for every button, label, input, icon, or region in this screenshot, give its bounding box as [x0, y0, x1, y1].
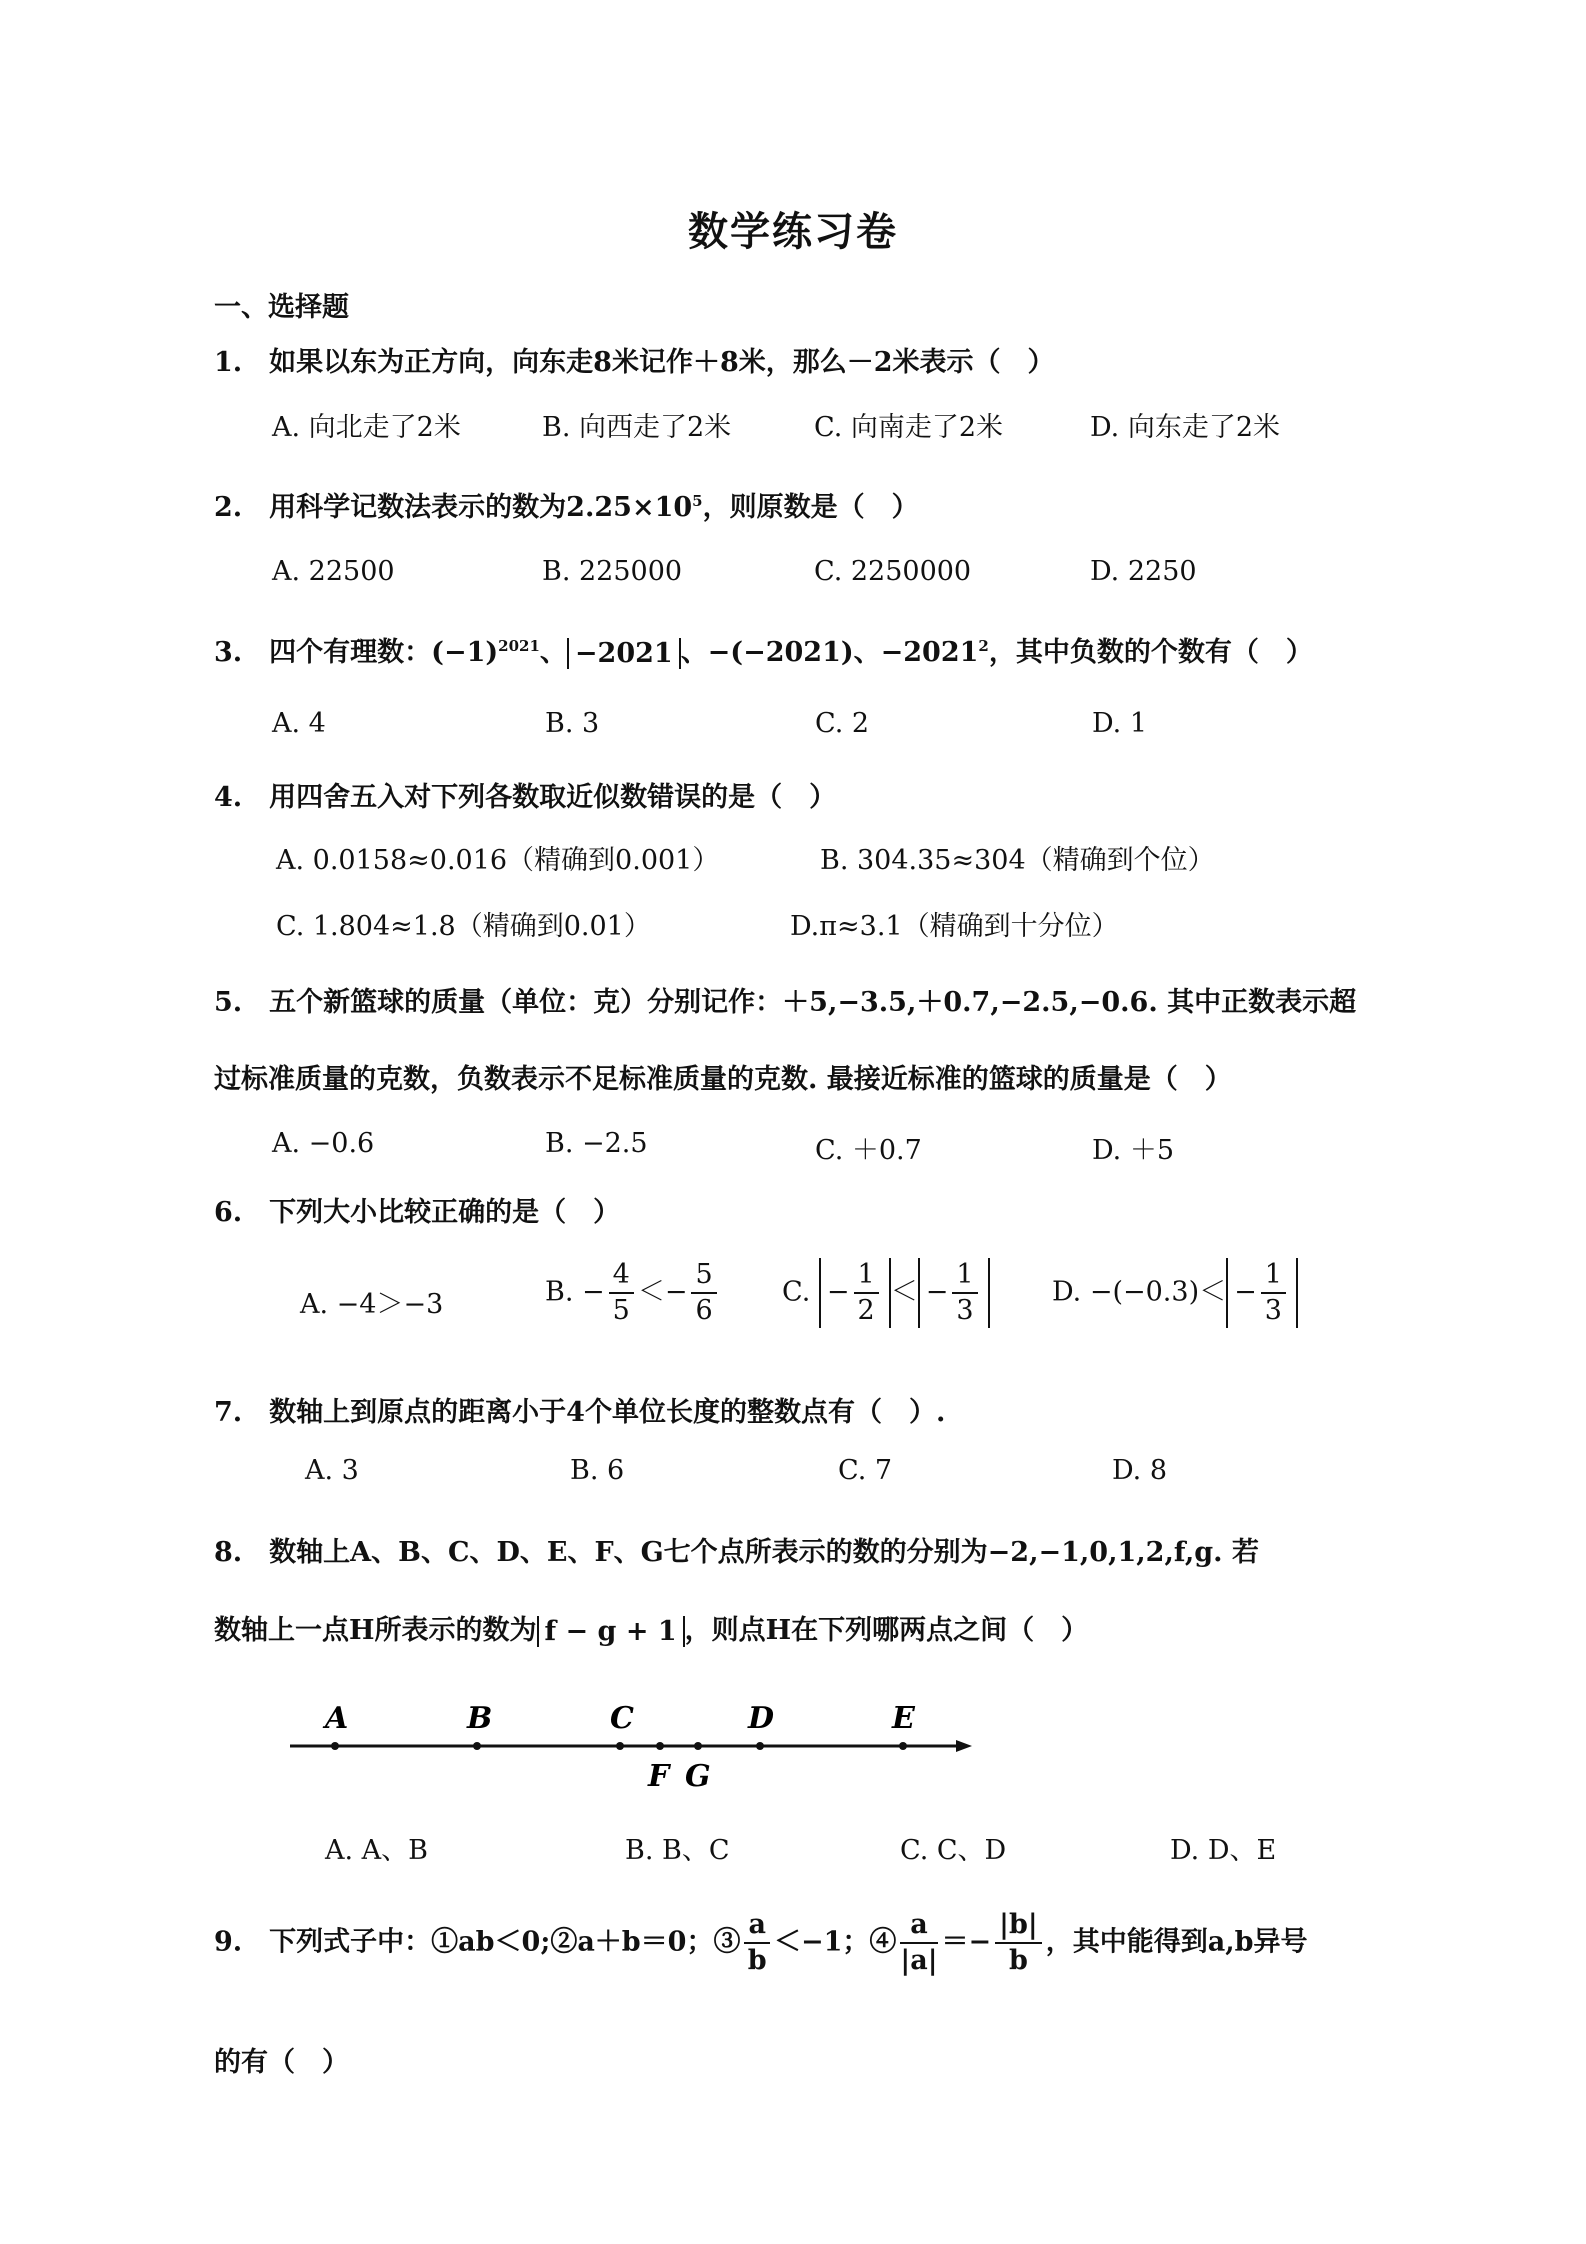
label-e: E	[892, 1701, 915, 1736]
fraction: $\frac{|b|}{b}$	[995, 1908, 1042, 1978]
question-5-stem-line2: 过标准质量的克数，负数表示不足标准质量的克数. 最接近标准的篮球的质量是（ ）	[214, 1064, 1232, 1095]
point-e	[899, 1742, 907, 1750]
fraction: $\frac{a}{b}$	[744, 1908, 770, 1978]
question-3-stem: 3. 四个有理数：$(-1)^{2021}$、 −2021 、−(−2021)、$-2021^2$，其中负数的个数有（ ）	[214, 637, 1313, 669]
question-9-stem-line1: 9. 下列式子中：①ab＜0;②a＋b＝0；③ $\frac{a}{b}$ ＜−1；④ $\frac{a}{|a|}$ ＝− $\frac{|b|}{b}$ ，其中能得到a,b异号	[214, 1909, 1308, 1976]
question-7-option-d: D. 8	[1112, 1455, 1168, 1486]
label-d: D	[748, 1701, 775, 1736]
question-9-stem-line2: 的有（ ）	[214, 2047, 349, 2078]
question-6-option-d: D. −(−0.3)＜ − $\frac{1}{3}$	[1052, 1258, 1298, 1328]
question-8-stem-line2: 数轴上一点H所表示的数为 f − g + 1 ，则点H在下列哪两点之间（ ）	[214, 1615, 1089, 1647]
label-a: A	[325, 1701, 349, 1736]
question-8-option-c: C. C、D	[900, 1835, 1007, 1866]
fraction: $\frac{1}{3}$	[952, 1258, 977, 1328]
question-8-option-d: D. D、E	[1170, 1835, 1277, 1866]
label-f: F	[648, 1759, 670, 1794]
fraction: $\frac{4}{5}$	[609, 1258, 634, 1328]
question-7-stem: 7. 数轴上到原点的距离小于4个单位长度的整数点有（ ）.	[214, 1397, 946, 1428]
point-g	[694, 1742, 702, 1750]
question-2-option-d: D. 2250	[1090, 556, 1197, 587]
question-7-option-a: A. 3	[305, 1455, 359, 1486]
fraction: $\frac{a}{|a|}$	[900, 1909, 938, 1976]
question-5-stem-line1: 5. 五个新篮球的质量（单位：克）分别记作：＋5,−3.5,＋0.7,−2.5,−0.6. 其中正数表示超	[214, 987, 1357, 1018]
question-8-option-a: A. A、B	[325, 1835, 429, 1866]
question-3-option-a: A. 4	[272, 708, 326, 739]
question-1-option-b: B. 向西走了2米	[542, 412, 732, 443]
question-5-option-b: B. −2.5	[545, 1128, 648, 1159]
arrow-right-icon	[956, 1740, 972, 1752]
question-4-stem: 4. 用四舍五入对下列各数取近似数错误的是（ ）	[214, 782, 837, 813]
fraction: $\frac{1}{2}$	[854, 1258, 879, 1328]
question-5-option-a: A. −0.6	[272, 1128, 375, 1159]
question-5-option-d: D. ＋5	[1092, 1135, 1175, 1166]
question-2-option-b: B. 225000	[542, 556, 683, 587]
fraction: $\frac{1}{3}$	[1261, 1258, 1286, 1328]
point-d	[756, 1742, 764, 1750]
question-1-option-a: A. 向北走了2米	[272, 412, 461, 443]
question-3-option-d: D. 1	[1092, 708, 1148, 739]
point-b	[473, 1742, 481, 1750]
question-8-option-b: B. B、C	[625, 1835, 730, 1866]
question-2-option-c: C. 2250000	[814, 556, 972, 587]
number-line	[280, 1690, 980, 1800]
question-1-option-c: C. 向南走了2米	[814, 412, 1004, 443]
label-g: G	[685, 1759, 711, 1794]
question-2-option-a: A. 22500	[272, 556, 395, 587]
label-b: B	[467, 1701, 493, 1736]
question-4-option-b: B. 304.35≈304（精确到个位）	[820, 845, 1215, 876]
question-6-option-b: B. − $\frac{4}{5}$ ＜− $\frac{5}{6}$	[545, 1258, 721, 1328]
question-3-option-b: B. 3	[545, 708, 600, 739]
question-4-option-a: A. 0.0158≈0.016（精确到0.001）	[276, 845, 720, 876]
question-7-option-b: B. 6	[570, 1455, 625, 1486]
point-a	[331, 1742, 339, 1750]
question-3-option-c: C. 2	[815, 708, 870, 739]
question-5-option-c: C. ＋0.7	[815, 1135, 922, 1166]
point-c	[616, 1742, 624, 1750]
question-6-stem: 6. 下列大小比较正确的是（ ）	[214, 1197, 621, 1228]
label-c: C	[610, 1701, 634, 1736]
section-heading: 一、选择题	[214, 292, 349, 323]
question-8-stem-line1: 8. 数轴上A、B、C、D、E、F、G七个点所表示的数的分别为−2,−1,0,1,2,f,g. 若	[214, 1537, 1259, 1568]
point-f	[656, 1742, 664, 1750]
question-4-option-c: C. 1.804≈1.8（精确到0.01）	[276, 911, 651, 942]
question-2-stem: 2. 用科学记数法表示的数为$2.25\times 10^5$，则原数是（ ）	[214, 492, 919, 523]
question-6-option-c: C. − $\frac{1}{2}$ ＜ − $\frac{1}{3}$	[782, 1258, 990, 1328]
page-title: 数学练习卷	[688, 208, 898, 255]
fraction: $\frac{5}{6}$	[691, 1258, 716, 1328]
question-1-stem: 1. 如果以东为正方向，向东走8米记作＋8米，那么－2米表示（ ）	[214, 347, 1055, 378]
question-1-option-d: D. 向东走了2米	[1090, 412, 1281, 443]
question-4-option-d: D.π≈3.1（精确到十分位）	[790, 911, 1119, 942]
question-6-option-a: A. −4＞−3	[300, 1289, 444, 1320]
question-7-option-c: C. 7	[838, 1455, 893, 1486]
